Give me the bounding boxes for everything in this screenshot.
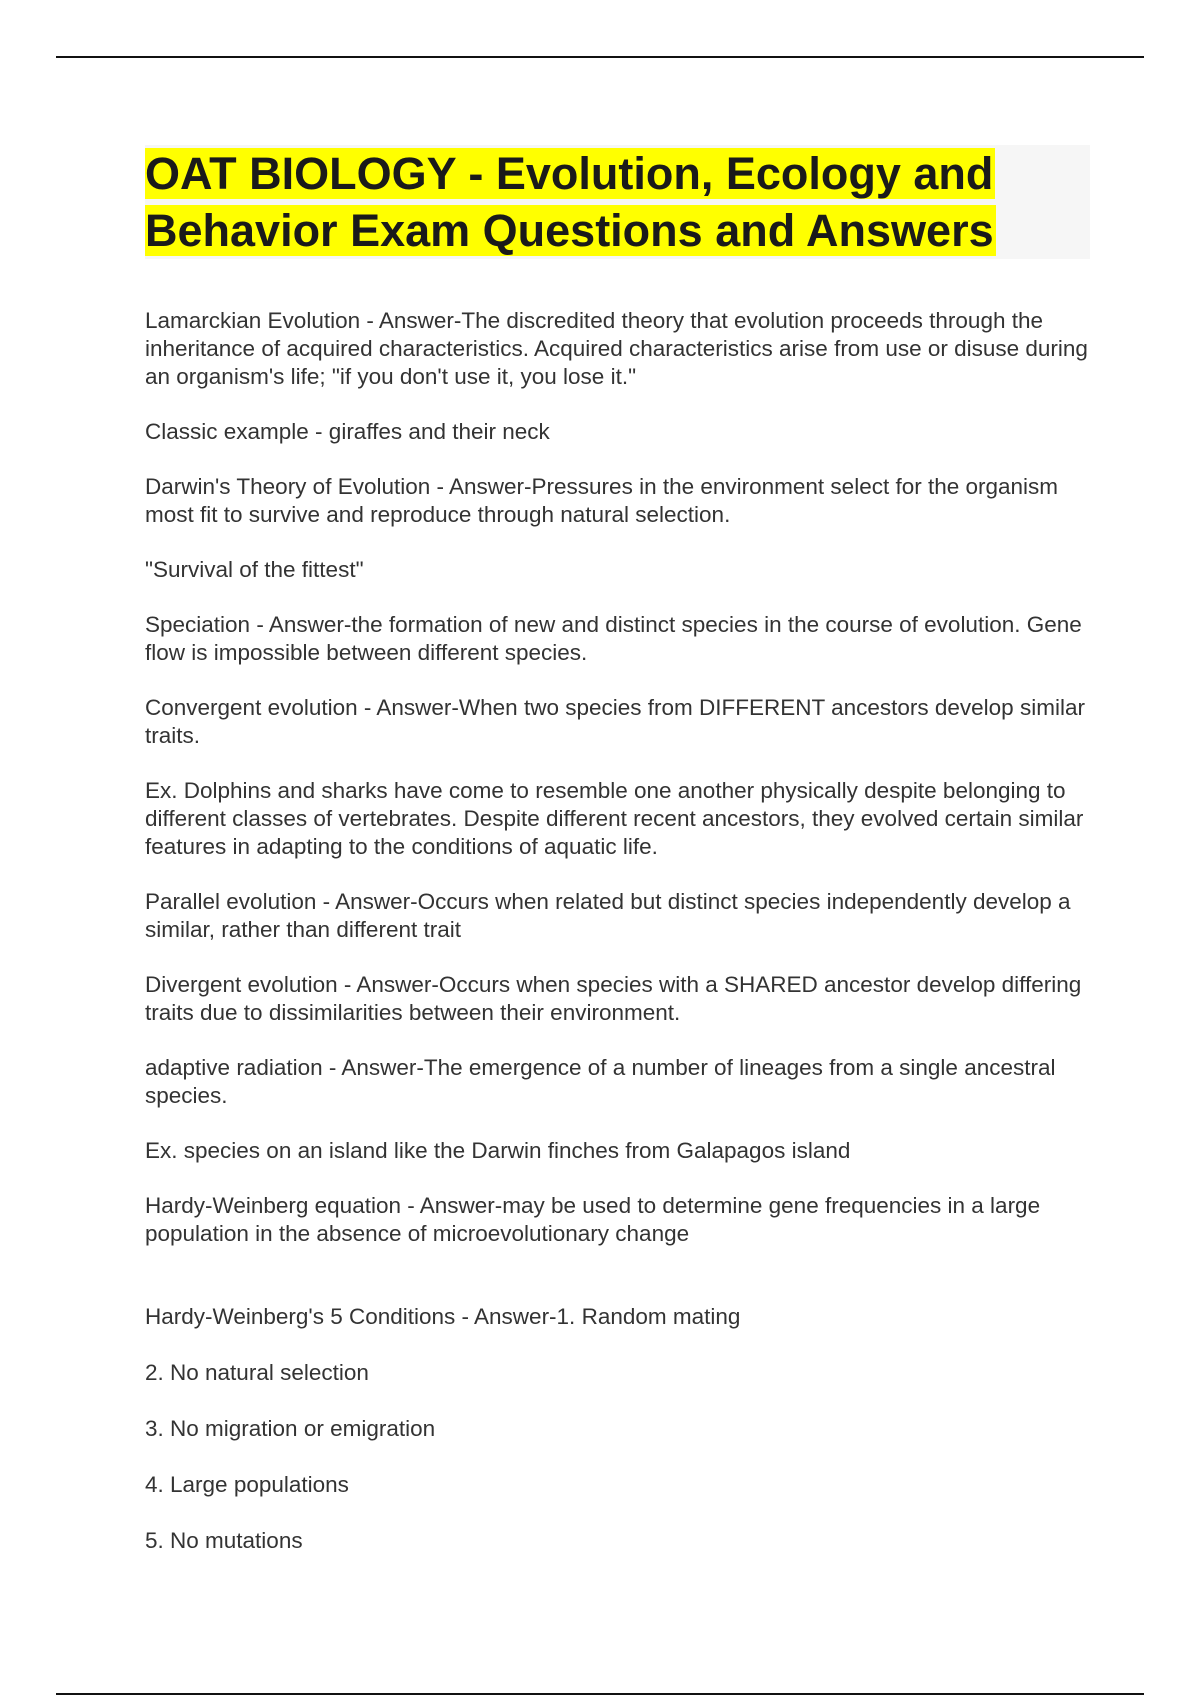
qa-entry: Classic example - giraffes and their neck [145,419,550,444]
qa-entry: Divergent evolution - Answer-Occurs when species with a SHARED ancestor develop differing traits due to dissimilarities between their environment. [145,972,1082,1025]
conditions-line-4: 4. Large populations [145,1472,349,1497]
qa-entry: "Survival of the fittest" [145,557,364,582]
qa-entry: Lamarckian Evolution - Answer-The discredited theory that evolution proceeds through the inheritance of acquired characteristics. Acquired characteristics arise from use or disuse during an organism's life; "if you don't use it, you lose it." [145,308,1088,389]
qa-entry: Darwin's Theory of Evolution - Answer-Pressures in the environment select for the organism most fit to survive and reproduce through natural selection. [145,474,1059,527]
qa-entry: Ex. species on an island like the Darwin finches from Galapagos island [145,1138,851,1163]
conditions-line-2: 2. No natural selection [145,1360,369,1385]
document-title [145,145,1090,259]
conditions-line-5: 5. No mutations [145,1528,303,1553]
qa-entry: Hardy-Weinberg equation - Answer-may be used to determine gene frequencies in a large population in the absence of microevolutionary change [145,1193,1041,1246]
qa-entry: adaptive radiation - Answer-The emergence of a number of lineages from a single ancestral species. [145,1055,1056,1108]
qa-entry: Convergent evolution - Answer-When two species from DIFFERENT ancestors develop similar traits. [145,695,1085,748]
title-line-2: Behavior Exam Questions and Answers [145,205,994,256]
bottom-rule [56,1693,1144,1695]
document-body [145,145,1090,1610]
qa-entry: Parallel evolution - Answer-Occurs when related but distinct species independently develop a similar, rather than different trait [145,889,1071,942]
title-block [145,145,1090,259]
qa-list [145,307,1090,1583]
conditions-line-3: 3. No migration or emigration [145,1416,436,1441]
qa-entry-conditions [145,1275,1090,1583]
title-line-1: OAT BIOLOGY - Evolution, Ecology and [145,148,994,199]
conditions-line-1: Hardy-Weinberg's 5 Conditions - Answer-1. Random mating [145,1304,741,1329]
qa-entry: Ex. Dolphins and sharks have come to resemble one another physically despite belonging to different classes of vertebrates. Despite different recent ancestors, they evolved certain similar features in adapting to the conditions of aquatic life. [145,778,1084,859]
top-rule [56,56,1144,58]
qa-entry: Speciation - Answer-the formation of new and distinct species in the course of evolution. Gene flow is impossible between different species. [145,612,1082,665]
